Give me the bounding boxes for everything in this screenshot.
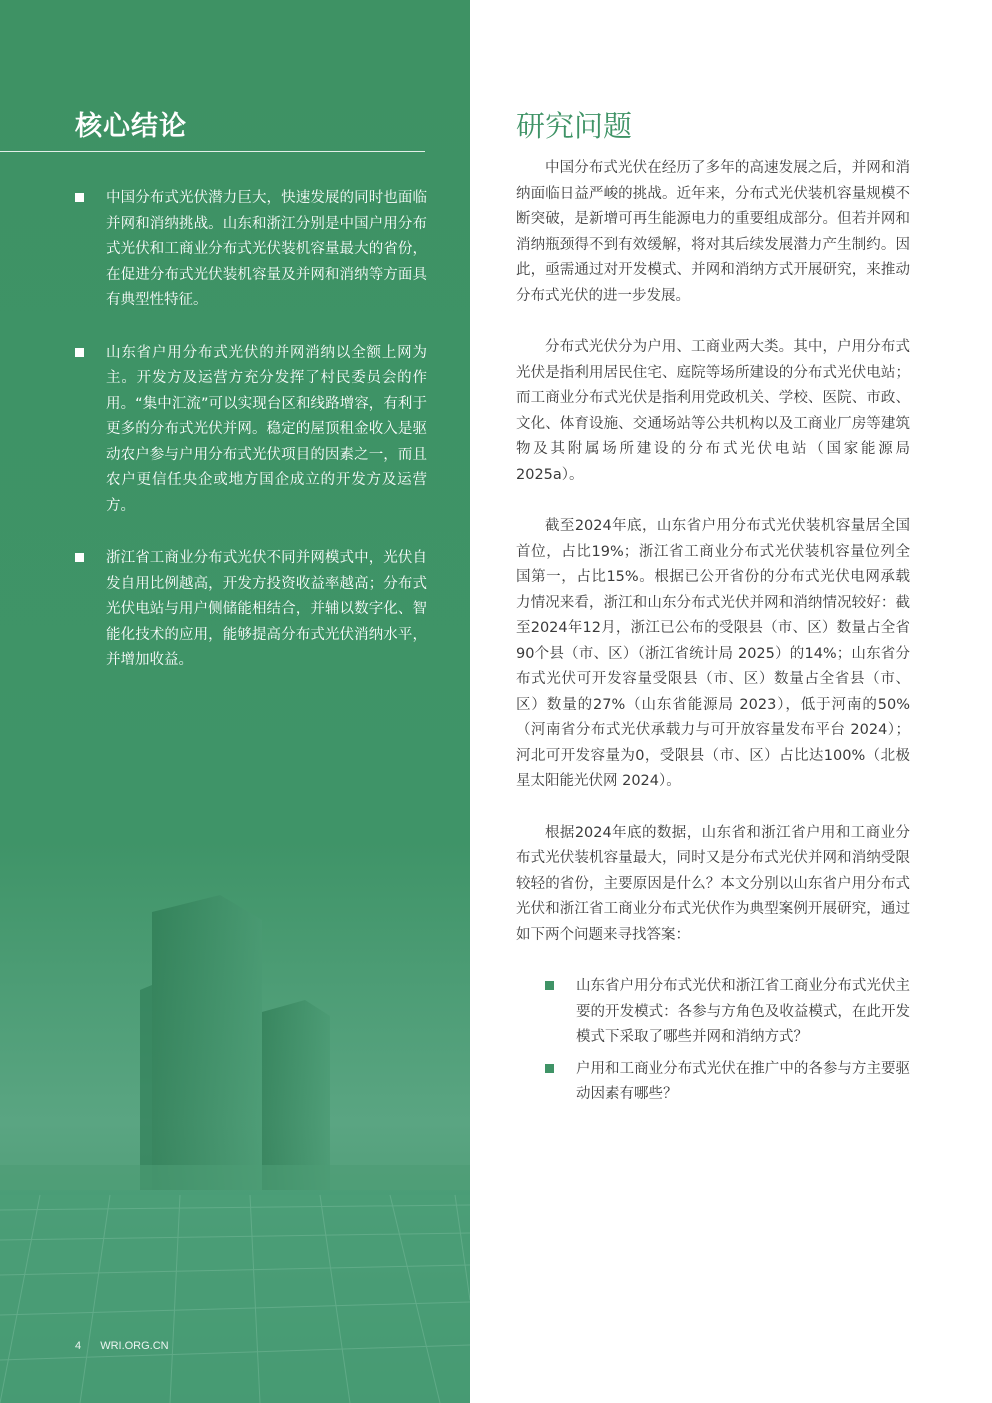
list-item — [545, 1057, 910, 1108]
finding-text: 浙江省工商业分布式光伏不同并网模式中，光伏自发自用比例越高，开发方投资收益率越高；分布式光伏电站与用户侧储能相结合，并辅以数字化、智能化技术的应用，能够提高分布式光伏消纳水平，并增加收益。 — [106, 550, 427, 668]
square-bullet-icon — [545, 1064, 554, 1073]
list-item — [545, 974, 910, 1051]
research-questions-body — [516, 156, 910, 1114]
left-panel — [0, 0, 470, 1403]
paragraph: 分布式光伏分为户用、工商业两大类。其中，户用分布式光伏是指利用居民住宅、庭院等场所建设的分布式光伏电站；而工商业分布式光伏是指利用党政机关、学校、医院、市政、文化、体育设施、交通场站等公共机构以及工商业厂房等建筑物及其附属场所建设的分布式光伏电站（国家能源局 2025a）。 — [516, 339, 910, 483]
research-questions-title: 研究问题 — [516, 109, 633, 143]
square-bullet-icon — [545, 981, 554, 990]
paragraph: 截至2024年底，山东省户用分布式光伏装机容量居全国首位，占比19%；浙江省工商业分布式光伏装机容量位列全国第一，占比15%。根据已公开省份的分布式光伏电网承载力情况来看，浙江和山东分布式光伏并网和消纳情况较好：截至2024年12月，浙江已公布的受限县（市、区）数量占全省90个县（市、区）（浙江省统计局 2025）的14%；山东省分布式光伏可开发容量受限县（市、区）数量占全省县（市、区）数量的27%（山东省能源局 2023），低于河南的50%（河南省分布式光伏承载力与可开放容量发布平台 2024）；河北可开发容量为0，受限县（市、区）占比达100%（北极星太阳能光伏网 2024）。 — [516, 518, 910, 789]
paragraph: 根据2024年底的数据，山东省和浙江省户用和工商业分布式光伏装机容量最大，同时又是分布式光伏并网和消纳受限较轻的省份，主要原因是什么？本文分别以山东省户用分布式光伏和浙江省工商业分布式光伏作为典型案例开展研究，通过如下两个问题来寻找答案： — [516, 824, 910, 943]
page-number: 4 — [75, 1340, 82, 1352]
website-link[interactable]: WRI.ORG.CN — [100, 1340, 169, 1352]
paragraph: 中国分布式光伏在经历了多年的高速发展之后，并网和消纳面临日益严峻的挑战。近年来，分布式光伏装机容量规模不断突破，是新增可再生能源电力的重要组成部分。但若并网和消纳瓶颈得不到有效缓解，将对其后续发展潜力产生制约。因此，亟需通过对开发模式、并网和消纳方式开展研究，来推动分布式光伏的进一步发展。 — [516, 160, 910, 304]
finding-text: 中国分布式光伏潜力巨大，快速发展的同时也面临并网和消纳挑战。山东和浙江分别是中国户用分布式光伏和工商业分布式光伏装机容量最大的省份，在促进分布式光伏装机容量及并网和消纳等方面具有典型性特征。 — [106, 190, 427, 308]
square-bullet-icon — [75, 348, 84, 357]
key-findings-list — [75, 186, 427, 701]
research-question-list — [516, 974, 910, 1108]
list-item — [75, 546, 427, 674]
list-item — [75, 341, 427, 520]
list-item — [75, 186, 427, 314]
square-bullet-icon — [75, 553, 84, 562]
key-findings-title: 核心结论 — [75, 111, 187, 142]
question-text: 山东省户用分布式光伏和浙江省工商业分布式光伏主要的开发模式：各参与方角色及收益模式，在此开发模式下采取了哪些并网和消纳方式？ — [576, 978, 910, 1045]
title-divider — [0, 151, 425, 152]
square-bullet-icon — [75, 193, 84, 202]
question-text: 户用和工商业分布式光伏在推广中的各参与方主要驱动因素有哪些？ — [576, 1060, 910, 1102]
page-footer — [75, 1340, 169, 1352]
finding-text: 山东省户用分布式光伏的并网消纳以全额上网为主。开发方及运营方充分发挥了村民委员会的作用。“集中汇流”可以实现台区和线路增容，有利于更多的分布式光伏并网。稳定的屋顶租金收入是驱动农户参与户用分布式光伏项目的因素之一，而且农户更信任央企或地方国企成立的开发方及运营方。 — [106, 344, 427, 514]
